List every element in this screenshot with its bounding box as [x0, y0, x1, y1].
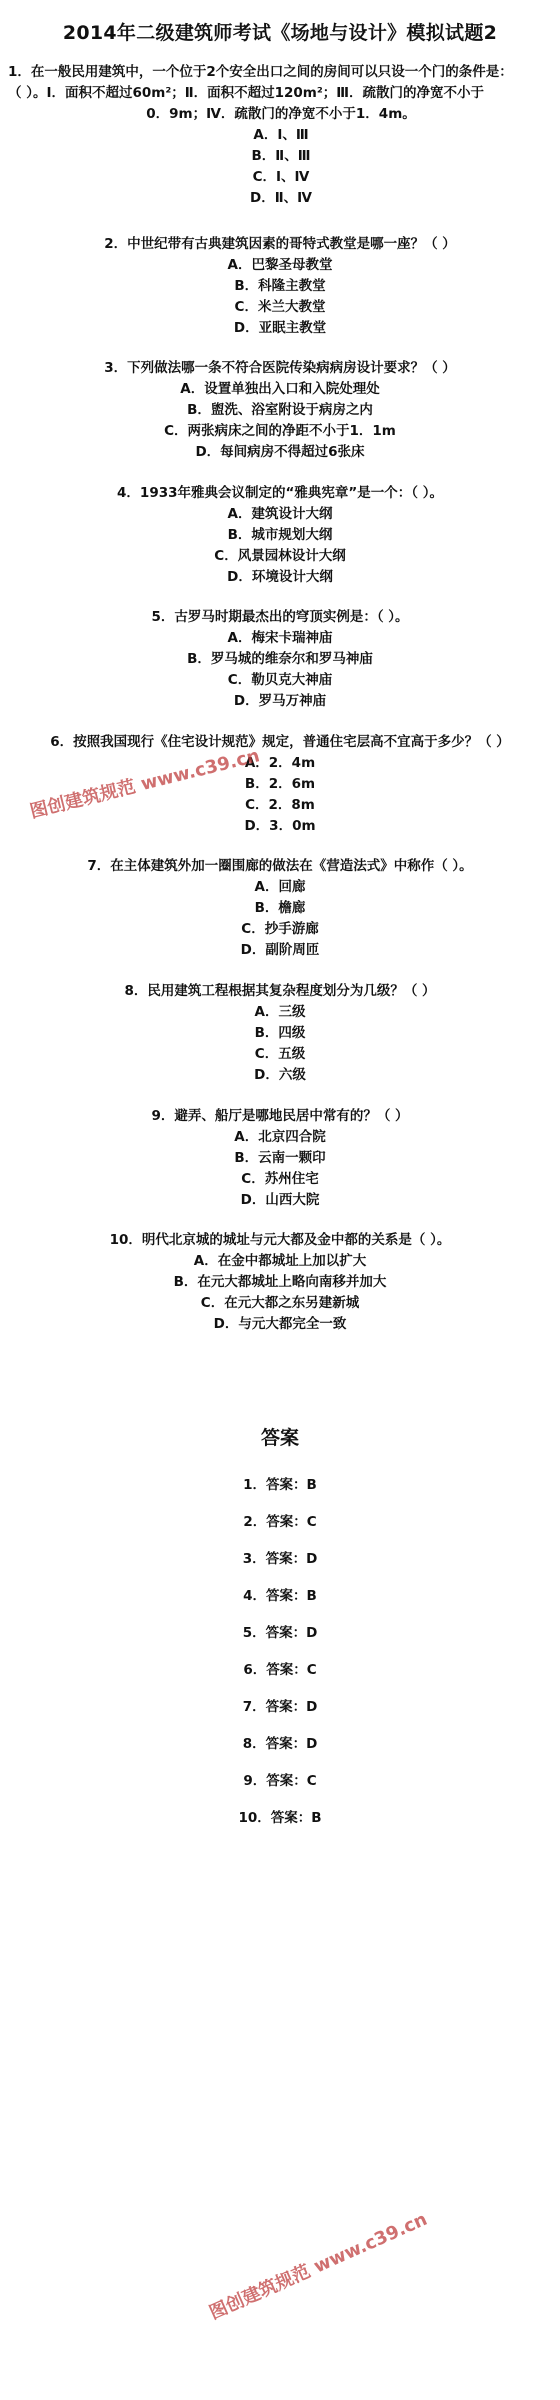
question-option: B．四级	[254, 1025, 306, 1041]
question-stem: 9．避弄、船厅是哪地民居中常有的？（ ）	[151, 1108, 409, 1124]
watermark: 图创建筑规范 www.c39.cn	[27, 745, 262, 823]
question-option: D．山西大院	[240, 1192, 320, 1208]
question-option: A．设置单独出入口和入院处理处	[180, 381, 380, 397]
question-option: D．与元大都完全一致	[213, 1316, 347, 1332]
question-option: C．2．8m	[245, 797, 315, 813]
question-option: C．Ⅰ、Ⅳ	[252, 169, 310, 185]
answer-item: 4．答案：B	[243, 1588, 317, 1604]
question-option: A．北京四合院	[234, 1129, 326, 1145]
question-option: A．建筑设计大纲	[227, 506, 333, 522]
question-stem: 10．明代北京城的城址与元大都及金中都的关系是（ ）。	[109, 1232, 451, 1248]
question-9	[0, 1106, 560, 1211]
question-option: C．抄手游廊	[241, 921, 319, 937]
question-option: B．云南一颗印	[234, 1150, 326, 1166]
question-stem: 7．在主体建筑外加一圈围廊的做法在《营造法式》中称作（ ）。	[87, 858, 473, 874]
question-option: C．勒贝克大神庙	[227, 672, 333, 688]
answers-heading: 答案	[260, 1427, 299, 1449]
question-stem: 8．民用建筑工程根据其复杂程度划分为几级？（ ）	[124, 983, 436, 999]
question-option: B．盥洗、浴室附设于病房之内	[187, 402, 373, 418]
question-8	[0, 981, 560, 1086]
question-10	[0, 1230, 560, 1335]
question-1	[8, 62, 554, 209]
question-stem-line: 1．在一般民用建筑中，一个位于2个安全出口之间的房间可以只设一个门的条件是：	[8, 64, 513, 80]
question-4	[0, 483, 560, 588]
question-3	[0, 358, 560, 463]
question-option: B．城市规划大纲	[227, 527, 333, 543]
question-option: A．在金中都城址上加以扩大	[193, 1253, 367, 1269]
answer-item: 7．答案：D	[242, 1699, 318, 1715]
question-option: B．2．6m	[244, 776, 316, 792]
question-option: D．环境设计大纲	[227, 569, 333, 585]
answer-item: 5．答案：D	[242, 1625, 318, 1641]
question-2	[0, 234, 560, 339]
question-7	[0, 856, 560, 961]
question-option: D．Ⅱ、Ⅳ	[250, 190, 312, 206]
question-stem-line: （ ）。Ⅰ．面积不超过60m²；Ⅱ．面积不超过120m²；Ⅲ．疏散门的净宽不小于	[8, 85, 485, 101]
question-option: C．五级	[254, 1046, 306, 1062]
answer-item: 10．答案：B	[238, 1810, 322, 1826]
question-stem: 3．下列做法哪一条不符合医院传染病病房设计要求？（ ）	[104, 360, 456, 376]
question-stem: 2．中世纪带有古典建筑因素的哥特式教堂是哪一座？（ ）	[104, 236, 456, 252]
watermark: 图创建筑规范 www.c39.cn	[206, 2208, 431, 2324]
question-option: C．米兰大教堂	[234, 299, 326, 315]
question-stem: 6．按照我国现行《住宅设计规范》规定，普通住宅层高不宜高于多少？（ ）	[50, 734, 510, 750]
question-option: C．风景园林设计大纲	[214, 548, 346, 564]
answer-item: 8．答案：D	[242, 1736, 318, 1752]
question-option: A．2．4m	[244, 755, 316, 771]
question-option: C．两张病床之间的净距不小于1．1m	[164, 423, 396, 439]
question-option: A．三级	[254, 1004, 306, 1020]
question-stem-line: 0．9m；Ⅳ．疏散门的净宽不小于1．4m。	[146, 106, 416, 122]
answer-item: 1．答案：B	[243, 1477, 317, 1493]
question-option: D．3．0m	[244, 818, 316, 834]
question-option: D．亚眠主教堂	[233, 320, 327, 336]
answer-item: 3．答案：D	[242, 1551, 318, 1567]
page-title: 2014年二级建筑师考试《场地与设计》模拟试题2	[62, 22, 498, 44]
question-option: D．罗马万神庙	[233, 693, 327, 709]
question-5	[0, 607, 560, 712]
question-option: A．巴黎圣母教堂	[227, 257, 333, 273]
question-option: C．苏州住宅	[241, 1171, 319, 1187]
question-option: B．罗马城的维奈尔和罗马神庙	[187, 651, 373, 667]
answer-item: 9．答案：C	[243, 1773, 317, 1789]
question-option: B．在元大都城址上略向南移并加大	[173, 1274, 387, 1290]
question-option: B．檐廊	[254, 900, 306, 916]
question-stem: 4．1933年雅典会议制定的“雅典宪章”是一个：（ ）。	[117, 485, 443, 501]
question-stem: 5．古罗马时期最杰出的穹顶实例是：（ ）。	[151, 609, 409, 625]
question-option: D．每间病房不得超过6张床	[195, 444, 365, 460]
question-option: C．在元大都之东另建新城	[200, 1295, 360, 1311]
question-option: B．Ⅱ、Ⅲ	[251, 148, 311, 164]
question-option: A．回廊	[254, 879, 306, 895]
answer-item: 2．答案：C	[243, 1514, 317, 1530]
question-option: D．六级	[254, 1067, 306, 1083]
answer-item: 6．答案：C	[243, 1662, 317, 1678]
question-option: D．副阶周匝	[240, 942, 320, 958]
question-option: A．Ⅰ、Ⅲ	[253, 127, 309, 143]
question-option: B．科隆主教堂	[234, 278, 326, 294]
question-option: A．梅宋卡瑞神庙	[227, 630, 333, 646]
